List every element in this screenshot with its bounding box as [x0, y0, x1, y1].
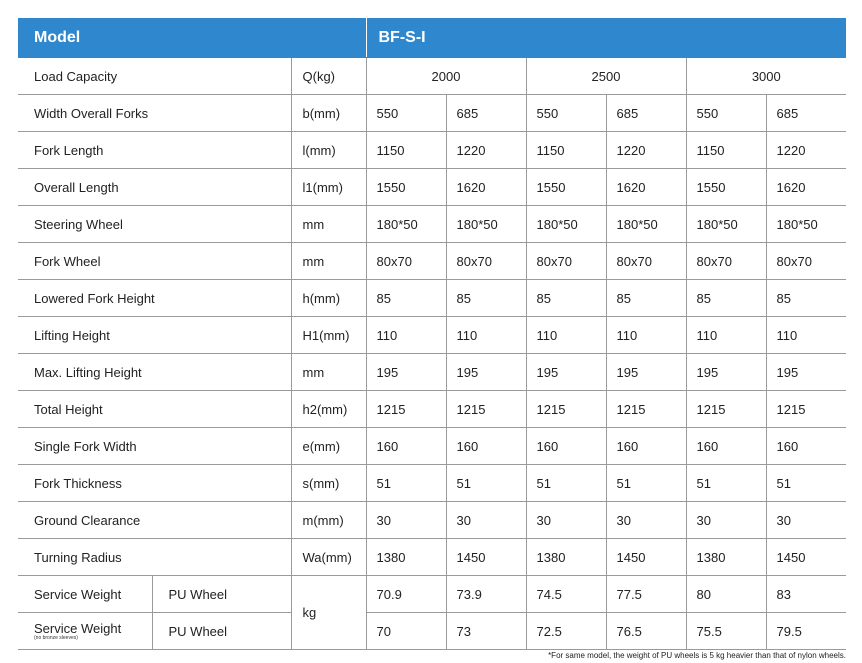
value-cell: 195: [686, 354, 766, 391]
value-cell: 110: [446, 317, 526, 354]
capacity-value: 3000: [686, 58, 846, 95]
model-label: Model: [18, 19, 366, 58]
value-cell: 30: [606, 502, 686, 539]
table-row: [18, 502, 846, 539]
value-cell: 110: [606, 317, 686, 354]
param-unit: h2(mm): [291, 391, 366, 428]
value-cell: 180*50: [366, 206, 446, 243]
value-cell: 1380: [526, 539, 606, 576]
param-unit: mm: [291, 206, 366, 243]
param-label: Fork Wheel: [18, 243, 291, 280]
value-cell: 180*50: [446, 206, 526, 243]
value-cell: 80x70: [766, 243, 846, 280]
value-cell: 110: [526, 317, 606, 354]
param-label: Width Overall Forks: [18, 95, 291, 132]
value-cell: 1620: [606, 169, 686, 206]
value-cell: 70: [366, 613, 446, 650]
value-cell: 85: [526, 280, 606, 317]
value-cell: 85: [606, 280, 686, 317]
table-row: [18, 95, 846, 132]
value-cell: 85: [766, 280, 846, 317]
value-cell: 160: [446, 428, 526, 465]
value-cell: 1215: [606, 391, 686, 428]
service-weight-label: [18, 613, 152, 650]
value-cell: 85: [366, 280, 446, 317]
value-cell: 75.5: [686, 613, 766, 650]
param-label: Turning Radius: [18, 539, 291, 576]
value-cell: 1450: [766, 539, 846, 576]
value-cell: 1620: [766, 169, 846, 206]
param-label: Overall Length: [18, 169, 291, 206]
value-cell: 550: [686, 95, 766, 132]
value-cell: 195: [766, 354, 846, 391]
param-unit: Wa(mm): [291, 539, 366, 576]
value-cell: 1215: [366, 391, 446, 428]
value-cell: 160: [606, 428, 686, 465]
value-cell: 85: [446, 280, 526, 317]
value-cell: 30: [526, 502, 606, 539]
param-unit: H1(mm): [291, 317, 366, 354]
service-weight-title: Service Weight: [34, 620, 122, 636]
value-cell: 110: [766, 317, 846, 354]
param-label: Total Height: [18, 391, 291, 428]
table-row: [18, 280, 846, 317]
value-cell: 195: [606, 354, 686, 391]
value-cell: 30: [686, 502, 766, 539]
param-unit: l1(mm): [291, 169, 366, 206]
value-cell: 1150: [686, 132, 766, 169]
param-label: Lowered Fork Height: [18, 280, 291, 317]
value-cell: 1380: [366, 539, 446, 576]
value-cell: 73: [446, 613, 526, 650]
value-cell: 550: [526, 95, 606, 132]
table-row: [18, 539, 846, 576]
value-cell: 685: [446, 95, 526, 132]
value-cell: 30: [446, 502, 526, 539]
value-cell: 30: [366, 502, 446, 539]
value-cell: 1215: [766, 391, 846, 428]
value-cell: 80x70: [526, 243, 606, 280]
param-unit: s(mm): [291, 465, 366, 502]
wheel-type: PU Wheel: [152, 576, 291, 613]
param-unit: b(mm): [291, 95, 366, 132]
param-label: Steering Wheel: [18, 206, 291, 243]
value-cell: 110: [686, 317, 766, 354]
service-weight-note: (no bronze sleeves): [34, 634, 78, 641]
value-cell: 51: [446, 465, 526, 502]
param-label: Load Capacity: [18, 58, 291, 95]
value-cell: 80x70: [606, 243, 686, 280]
value-cell: 1215: [526, 391, 606, 428]
value-cell: 1215: [446, 391, 526, 428]
value-cell: 1150: [366, 132, 446, 169]
table-row: [18, 317, 846, 354]
param-label: Ground Clearance: [18, 502, 291, 539]
param-label: Fork Thickness: [18, 465, 291, 502]
footnote: *For same model, the weight of PU wheels is 5 kg heavier than that of nylon wheels.: [548, 651, 846, 660]
value-cell: 30: [766, 502, 846, 539]
value-cell: 74.5: [526, 576, 606, 613]
table-row: [18, 243, 846, 280]
value-cell: 160: [686, 428, 766, 465]
service-weight-title: Service Weight: [34, 586, 122, 602]
value-cell: 685: [766, 95, 846, 132]
value-cell: 1620: [446, 169, 526, 206]
table-row: [18, 169, 846, 206]
table-row: [18, 354, 846, 391]
table-row: [18, 465, 846, 502]
value-cell: 79.5: [766, 613, 846, 650]
value-cell: 195: [446, 354, 526, 391]
value-cell: 1550: [366, 169, 446, 206]
value-cell: 80: [686, 576, 766, 613]
value-cell: 1220: [766, 132, 846, 169]
value-cell: 80x70: [686, 243, 766, 280]
service-weight-row: [18, 613, 846, 650]
value-cell: 1550: [526, 169, 606, 206]
wheel-type: PU Wheel: [152, 613, 291, 650]
value-cell: 51: [526, 465, 606, 502]
value-cell: 180*50: [766, 206, 846, 243]
value-cell: 1215: [686, 391, 766, 428]
value-cell: 77.5: [606, 576, 686, 613]
value-cell: 1220: [446, 132, 526, 169]
param-label: Max. Lifting Height: [18, 354, 291, 391]
value-cell: 1450: [446, 539, 526, 576]
model-value: BF-S-I: [366, 19, 846, 58]
value-cell: 160: [526, 428, 606, 465]
capacity-value: 2500: [526, 58, 686, 95]
capacity-row: [18, 58, 846, 95]
value-cell: 195: [366, 354, 446, 391]
table-row: [18, 428, 846, 465]
value-cell: 1380: [686, 539, 766, 576]
param-unit: kg: [291, 576, 366, 650]
service-weight-label: [18, 576, 152, 613]
table-row: [18, 206, 846, 243]
value-cell: 76.5: [606, 613, 686, 650]
value-cell: 160: [366, 428, 446, 465]
value-cell: 83: [766, 576, 846, 613]
value-cell: 73.9: [446, 576, 526, 613]
value-cell: 1550: [686, 169, 766, 206]
value-cell: 51: [606, 465, 686, 502]
value-cell: 195: [526, 354, 606, 391]
value-cell: 685: [606, 95, 686, 132]
value-cell: 80x70: [366, 243, 446, 280]
value-cell: 1150: [526, 132, 606, 169]
value-cell: 80x70: [446, 243, 526, 280]
value-cell: 180*50: [606, 206, 686, 243]
value-cell: 180*50: [526, 206, 606, 243]
value-cell: 550: [366, 95, 446, 132]
value-cell: 70.9: [366, 576, 446, 613]
value-cell: 51: [686, 465, 766, 502]
value-cell: 180*50: [686, 206, 766, 243]
param-label: Single Fork Width: [18, 428, 291, 465]
value-cell: 51: [766, 465, 846, 502]
param-unit: h(mm): [291, 280, 366, 317]
param-unit: mm: [291, 243, 366, 280]
table-header-row: [18, 19, 846, 58]
param-unit: l(mm): [291, 132, 366, 169]
value-cell: 1220: [606, 132, 686, 169]
param-unit: mm: [291, 354, 366, 391]
value-cell: 85: [686, 280, 766, 317]
spec-table: [18, 18, 846, 650]
param-label: Lifting Height: [18, 317, 291, 354]
param-label: Fork Length: [18, 132, 291, 169]
param-unit: m(mm): [291, 502, 366, 539]
param-unit: e(mm): [291, 428, 366, 465]
table-row: [18, 132, 846, 169]
value-cell: 110: [366, 317, 446, 354]
value-cell: 51: [366, 465, 446, 502]
param-unit: Q(kg): [291, 58, 366, 95]
table-row: [18, 391, 846, 428]
value-cell: 72.5: [526, 613, 606, 650]
value-cell: 1450: [606, 539, 686, 576]
service-weight-row: [18, 576, 846, 613]
value-cell: 160: [766, 428, 846, 465]
capacity-value: 2000: [366, 58, 526, 95]
